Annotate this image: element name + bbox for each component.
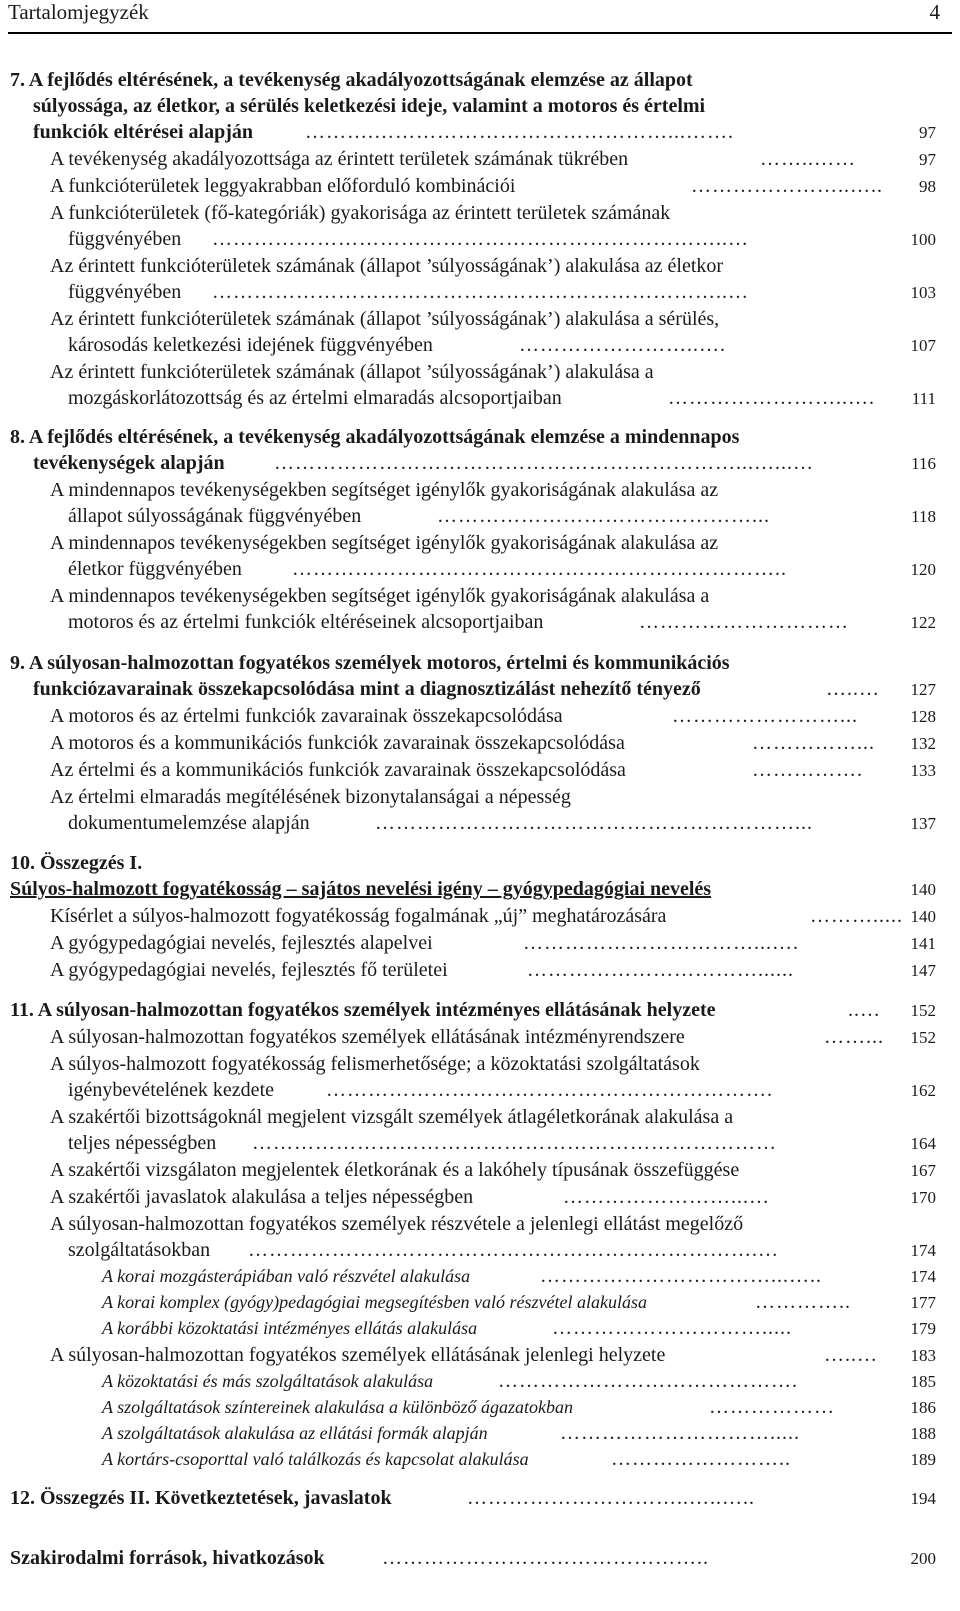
toc-heading-line: 11. A súlyosan-halmozottan fogyatékos személyek intézményes ellátásának helyzete (10, 999, 716, 1021)
toc-page-number: 188 (910, 1424, 936, 1443)
toc-entry-title: A mindennapos tevékenységekben segítséget igénylők gyakoriságának alakulása a (50, 585, 710, 607)
toc-page-number: 140 (910, 880, 936, 899)
toc-leader: …………………………………………………………...…...… (274, 452, 814, 474)
toc-leader: …………………………..... (560, 1422, 800, 1444)
toc-page-number: 194 (910, 1489, 936, 1508)
toc-leader: ……………………………...... (527, 959, 794, 981)
toc-leader: …………………..….. (691, 175, 883, 197)
toc-entry-title: életkor függvényében (68, 558, 242, 580)
toc-heading-line: 7. A fejlődés eltérésének, a tevékenység akadályozottságának elemzése az állapot (10, 69, 693, 91)
toc-page-number: 100 (910, 230, 936, 249)
toc-entry-title: A korai mozgásterápiában való részvétel alakulása (102, 1266, 471, 1286)
toc-entry-title: szolgáltatásokban (68, 1239, 211, 1261)
toc-page-number: 167 (910, 1161, 936, 1180)
toc-leader: ………….. (755, 1291, 851, 1313)
toc-entry-title: Az érintett funkcióterületek számának (állapot ’súlyosságának’) alakulása az életkor (50, 255, 724, 277)
toc-entry-title: A kortárs-csoporttal való találkozás és kapcsolat alakulása (102, 1449, 529, 1469)
toc-entry-title: A mindennapos tevékenységekben segítséget igénylők gyakoriságának alakulása az (50, 532, 719, 554)
toc-page-number: 185 (910, 1372, 936, 1391)
toc-page-number: 152 (910, 1028, 936, 1047)
toc-page-number: 179 (910, 1319, 936, 1338)
toc-entry-title: A korai komplex (gyógy)pedagógiai megsegítésben való részvétel alakulása (102, 1292, 648, 1312)
toc-leader: ……………………... (672, 705, 858, 727)
toc-page-number: 186 (910, 1398, 936, 1417)
toc-page-number: 164 (910, 1134, 936, 1153)
toc-page-number: 141 (910, 934, 936, 953)
toc-entry-title: igénybevételének kezdete (68, 1079, 274, 1101)
toc-page-number: 162 (910, 1081, 936, 1100)
toc-entry-title: Az értelmi elmaradás megítélésének bizonytalanságai a népesség (50, 786, 571, 808)
toc-entry-title: A szakértői bizottságoknál megjelent vizsgált személyek átlagéletkorának alakulása a (50, 1106, 734, 1128)
toc-page-number: 116 (911, 454, 936, 473)
toc-page-number: 189 (910, 1450, 936, 1469)
toc-entry-title: A szolgáltatások alakulása az ellátási formák alapján (102, 1423, 488, 1443)
toc-heading-line: tevékenységek alapján (33, 452, 225, 474)
toc-heading-line: funkciózavarainak összekapcsolódása mint a diagnosztizálást nehezítő tényező (33, 678, 701, 700)
toc-entry-title: A tevékenység akadályozottsága az érintett területek számának tükrében (50, 148, 629, 170)
toc-entry-title: dokumentumelemzése alapján (68, 812, 310, 834)
toc-entry-title: A motoros és az értelmi funkciók zavarainak összekapcsolódása (50, 705, 563, 727)
toc-leader: ………..... (810, 905, 903, 927)
toc-leader: ……………. (752, 759, 863, 781)
toc-page-number: 152 (910, 1001, 936, 1020)
running-title: Tartalomjegyzék (8, 0, 149, 24)
toc-leader: ……………………………………………………………….… (248, 1239, 779, 1261)
toc-page-number: 98 (919, 177, 936, 196)
toc-leader: …..… (824, 1344, 878, 1366)
toc-page-number: 177 (910, 1293, 936, 1312)
toc-page-number: 147 (910, 961, 936, 980)
toc-page-number: 137 (910, 814, 936, 833)
toc-page-number: 183 (910, 1346, 936, 1365)
toc-page-number: 118 (911, 507, 936, 526)
toc-entry-title: károsodás keletkezési idejének függvényében (68, 334, 433, 356)
toc-entry-title: A súlyosan-halmozottan fogyatékos személyek részvétele a jelenlegi ellátást megelőző (50, 1213, 744, 1235)
toc-page-number: 120 (910, 560, 936, 579)
toc-heading-line: Szakirodalmi források, hivatkozások (10, 1547, 325, 1569)
toc-leader: ………………………………………... (437, 505, 770, 527)
toc-leader: ……………………..…. (668, 387, 875, 409)
toc-page-number: 133 (910, 761, 936, 780)
toc-page-number: 174 (910, 1241, 936, 1260)
toc-page-number: 170 (910, 1188, 936, 1207)
toc-leader: ………………………………………………………………..… (212, 281, 749, 303)
toc-page-number: 128 (910, 707, 936, 726)
toc-page-number: 174 (910, 1267, 936, 1286)
toc-page-number: 97 (919, 150, 936, 169)
toc-entry-title: A szolgáltatások színtereinek alakulása a különböző ágazatokban (102, 1397, 573, 1417)
toc-page-number: 103 (910, 283, 936, 302)
toc-heading-line: Súlyos-halmozott fogyatékosság – sajátos nevelési igény – gyógypedagógiai nevelés (10, 878, 712, 900)
toc-entry-title: A gyógypedagógiai nevelés, fejlesztés alapelvei (50, 932, 433, 954)
toc-entry-title: Az érintett funkcióterületek számának (állapot ’súlyosságának’) alakulása a sérülés, (50, 308, 720, 330)
toc-entry-title: állapot súlyosságának függvényében (68, 505, 362, 527)
toc-page-number: 111 (911, 389, 936, 408)
toc-page-number: 140 (910, 907, 936, 926)
toc-leader: ………………………………………………………. (326, 1079, 773, 1101)
toc-leader: ……………………………...…. (523, 932, 799, 954)
toc-leader: ……………... (752, 732, 875, 754)
toc-leader: …………………………..…..….. (467, 1487, 755, 1509)
toc-entry-title: A szakértői vizsgálaton megjelentek életkorának és a lakóhely típusának összefüggése (50, 1159, 740, 1181)
toc-entry-title: A súlyosan-halmozottan fogyatékos személyek ellátásának intézményrendszere (50, 1026, 685, 1048)
toc-leader: ………………………… (639, 611, 849, 633)
toc-page-number: 122 (910, 613, 936, 632)
toc-entry-title: A közoktatási és más szolgáltatások alakulása (102, 1371, 434, 1391)
toc-entry-title: A szakértői javaslatok alakulása a teljes népességben (50, 1186, 474, 1208)
toc-leader: …………………………..... (552, 1317, 792, 1339)
toc-leader: …..… (826, 678, 880, 700)
toc-page-number: 127 (910, 680, 936, 699)
toc-entry-title: A gyógypedagógiai nevelés, fejlesztés fő területei (50, 959, 448, 981)
toc-leader: ……………………………………. (498, 1370, 798, 1392)
toc-entry-title: A súlyos-halmozott fogyatékosság felismerhetősége; a közoktatási szolgáltatások (50, 1053, 700, 1075)
toc-heading-line: súlyossága, az életkor, a sérülés keletkezési ideje, valamint a motoros és értelmi (33, 95, 706, 117)
toc-leader: ………………………………………………………………..… (212, 228, 749, 250)
toc-entry-title: A funkcióterületek (fő-kategóriák) gyakorisága az érintett területek számának (50, 202, 671, 224)
toc-heading-line: funkciók eltérései alapján (33, 121, 253, 143)
toc-entry-title: A motoros és a kommunikációs funkciók zavarainak összekapcsolódása (50, 732, 625, 754)
toc-entry-title: Az értelmi és a kommunikációs funkciók zavarainak összekapcsolódása (50, 759, 626, 781)
toc-page-number: 107 (910, 336, 936, 355)
toc-heading-line: 12. Összegzés II. Következtetések, javaslatok (10, 1487, 392, 1509)
toc-leader: …………………………………………………………….. (292, 558, 787, 580)
toc-leader: ……………………………………………………... (375, 812, 813, 834)
toc-leader: ……..…… (760, 148, 856, 170)
toc-leader: ……... (824, 1026, 884, 1048)
page-header (8, 0, 952, 34)
toc-leader: ……………………………………….. (382, 1547, 709, 1569)
toc-page-number: 200 (910, 1549, 936, 1568)
toc-leader: ……………………...… (563, 1186, 770, 1208)
toc-heading-line: 8. A fejlődés eltérésének, a tevékenység akadályozottságának elemzése a mindennapos (10, 426, 740, 448)
toc-entry-title: A súlyosan-halmozottan fogyatékos személyek ellátásának jelenlegi helyzete (50, 1344, 666, 1366)
toc-heading-line: 9. A súlyosan-halmozottan fogyatékos személyek motoros, értelmi és kommunikációs (10, 652, 730, 674)
toc-leader: ……………………..…. (519, 334, 726, 356)
toc-leader: ………………………………………………………………… (252, 1132, 777, 1154)
toc-entry-title: függvényében (68, 281, 182, 303)
header-page-number: 4 (929, 0, 940, 24)
toc-entry-title: teljes népességben (68, 1132, 217, 1154)
toc-entry-title: függvényében (68, 228, 182, 250)
toc-entry-title: Az érintett funkcióterületek számának (állapot ’súlyosságának’) alakulása a (50, 361, 654, 383)
toc-entry-title: A korábbi közoktatási intézményes ellátás alakulása (102, 1318, 478, 1338)
toc-entry-title: A mindennapos tevékenységekben segítséget igénylők gyakoriságának alakulása az (50, 479, 719, 501)
toc-entry-title: Kísérlet a súlyos-halmozott fogyatékosság fogalmának „új” meghatározására (50, 905, 667, 927)
toc-leader: ..… (848, 999, 881, 1021)
toc-leader: ……………………………...….. (540, 1265, 822, 1287)
toc-entry-title: motoros és az értelmi funkciók eltéréseinek alcsoportjaiban (68, 611, 544, 633)
toc-page-number: 97 (919, 123, 936, 142)
toc-leader: ……….……………………………………...……. (305, 121, 734, 143)
toc-entry-title: mozgáskorlátozottság és az értelmi elmaradás alcsoportjaiban (68, 387, 562, 409)
toc-leader: …………………….. (611, 1448, 791, 1470)
toc-page-number: 132 (910, 734, 936, 753)
toc-entry-title: A funkcióterületek leggyakrabban előforduló kombinációi (50, 175, 516, 197)
toc-leader: ……………… (709, 1396, 835, 1418)
toc-heading-line: 10. Összegzés I. (10, 852, 143, 874)
